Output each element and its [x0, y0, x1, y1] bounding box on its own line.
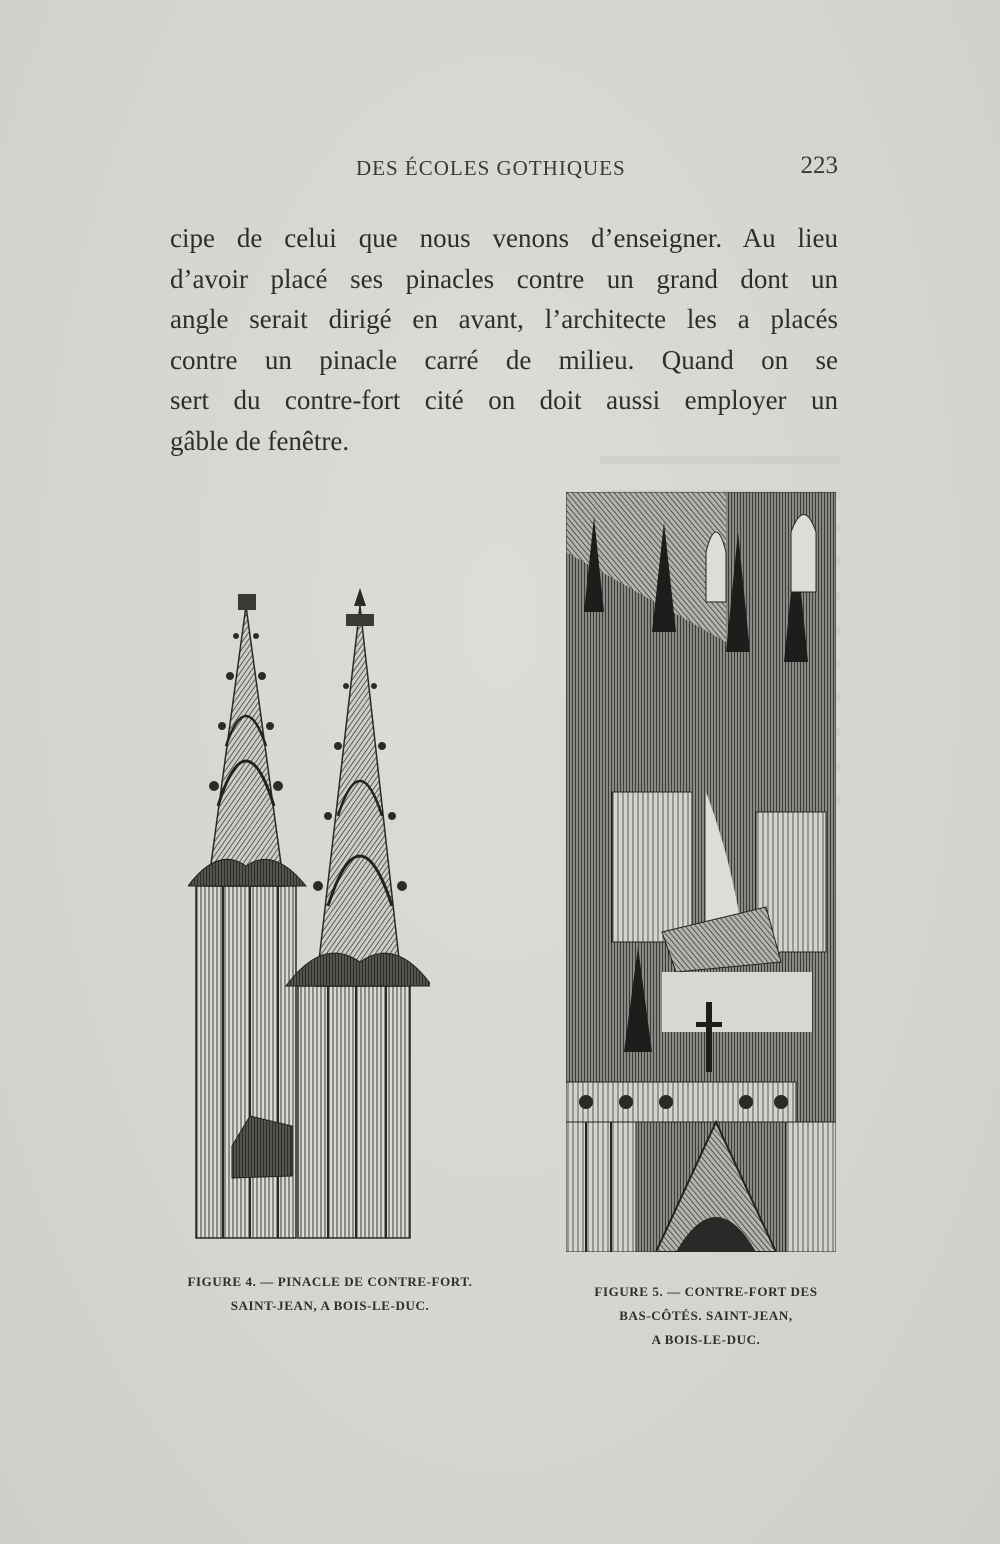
text-line: d’avoir placé ses pinacles contre un grand dont un [170, 263, 838, 294]
body-text [170, 218, 838, 461]
text-line: angle serait dirigé en avant, l’architecte les a placés [170, 304, 838, 334]
caption-line: FIGURE 4. — PINACLE DE CONTRE-FORT. [187, 1274, 473, 1289]
caption-line: BAS-CÔTÉS. SAINT-JEAN, [619, 1308, 793, 1323]
text-line: sert du contre-fort cité on doit aussi employer un [170, 385, 838, 415]
caption-line: SAINT-JEAN, A BOIS-LE-DUC. [230, 1298, 430, 1313]
text-line: cipe de celui que nous venons d’enseigner. Au lieu [170, 223, 838, 253]
caption-line: A BOIS-LE-DUC. [651, 1332, 761, 1347]
figure-5-caption [566, 1280, 846, 1352]
caption-line: FIGURE 5. — CONTRE-FORT DES [594, 1284, 818, 1299]
running-head [170, 152, 838, 188]
page-number: 223 [800, 152, 838, 179]
text-line: gâble de fenêtre. [170, 425, 350, 456]
buttress-engraving [566, 492, 836, 1252]
text-line: contre un pinacle carré de milieu. Quand on se [170, 344, 838, 375]
pinnacle-engraving [188, 586, 430, 1240]
running-title: DES ÉCOLES GOTHIQUES [356, 156, 626, 180]
figure-4-caption [160, 1270, 500, 1318]
